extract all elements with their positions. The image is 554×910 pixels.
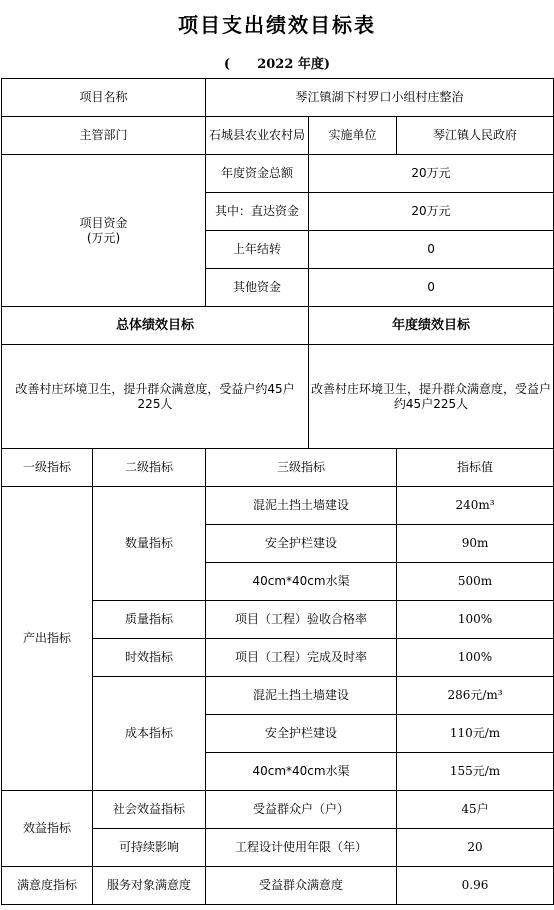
social-row-value: 45户	[397, 791, 554, 829]
impl-label: 实施单位	[309, 117, 397, 155]
timeliness-row-value: 100%	[397, 639, 554, 677]
header-value: 指标值	[397, 449, 554, 487]
overall-goal-header: 总体绩效目标	[2, 307, 309, 345]
annual-goal-header: 年度绩效目标	[309, 307, 554, 345]
sustain-row-value: 20	[397, 829, 554, 867]
funds-other-value: 0	[309, 269, 554, 307]
funds-other-label: 其他资金	[206, 269, 309, 307]
output-indicator-label: 产出指标	[2, 487, 93, 791]
social-indicator-label: 社会效益指标	[93, 791, 206, 829]
sustain-indicator-label: 可持续影响	[93, 829, 206, 867]
header-level3: 三级指标	[206, 449, 397, 487]
satisfaction-l2-label: 服务对象满意度	[93, 867, 206, 905]
cost-row-value: 110元/m	[397, 715, 554, 753]
quantity-row-name: 40cm*40cm水渠	[206, 563, 397, 601]
quantity-row-name: 安全护栏建设	[206, 525, 397, 563]
overall-goal-text: 改善村庄环境卫生，提升群众满意度，受益户约45户225人	[2, 345, 309, 449]
funds-carryover-label: 上年结转	[206, 231, 309, 269]
funds-label: 项目资金 (万元)	[2, 155, 206, 307]
satisfaction-indicator-label: 满意度指标	[2, 867, 93, 905]
quantity-row-value: 240m³	[397, 487, 554, 525]
header-level1: 一级指标	[2, 449, 93, 487]
annual-goal-text: 改善村庄环境卫生，提升群众满意度，受益户约45户225人	[309, 345, 554, 449]
impl-value: 琴江镇人民政府	[397, 117, 554, 155]
quality-indicator-label: 质量指标	[93, 601, 206, 639]
quantity-row-value: 500m	[397, 563, 554, 601]
quantity-row-value: 90m	[397, 525, 554, 563]
dept-label: 主管部门	[2, 117, 206, 155]
quantity-indicator-label: 数量指标	[93, 487, 206, 601]
funds-carryover-value: 0	[309, 231, 554, 269]
funds-total-value: 20万元	[309, 155, 554, 193]
fiscal-year: ( 2022 年度)	[223, 56, 331, 72]
funds-direct-label: 其中：直达资金	[206, 193, 309, 231]
satisfaction-row-name: 受益群众满意度	[206, 867, 397, 905]
timeliness-indicator-label: 时效指标	[93, 639, 206, 677]
benefit-indicator-label: 效益指标	[2, 791, 93, 867]
funds-total-label: 年度资金总额	[206, 155, 309, 193]
quantity-row-name: 混泥土挡土墙建设	[206, 487, 397, 525]
quality-row-value: 100%	[397, 601, 554, 639]
header-level2: 二级指标	[93, 449, 206, 487]
cost-row-name: 混泥土挡土墙建设	[206, 677, 397, 715]
sustain-row-name: 工程设计使用年限（年）	[206, 829, 397, 867]
performance-table	[1, 78, 554, 905]
funds-direct-value: 20万元	[309, 193, 554, 231]
page-title: 项目支出绩效目标表	[178, 12, 376, 37]
project-name-label: 项目名称	[2, 79, 206, 117]
quality-row-name: 项目（工程）验收合格率	[206, 601, 397, 639]
cost-indicator-label: 成本指标	[93, 677, 206, 791]
timeliness-row-name: 项目（工程）完成及时率	[206, 639, 397, 677]
dept-value: 石城县农业农村局	[206, 117, 309, 155]
cost-row-name: 安全护栏建设	[206, 715, 397, 753]
cost-row-value: 286元/m³	[397, 677, 554, 715]
satisfaction-row-value: 0.96	[397, 867, 554, 905]
cost-row-name: 40cm*40cm水渠	[206, 753, 397, 791]
project-name-value: 琴江镇湖下村罗口小组村庄整治	[206, 79, 554, 117]
social-row-name: 受益群众户（户）	[206, 791, 397, 829]
cost-row-value: 155元/m	[397, 753, 554, 791]
